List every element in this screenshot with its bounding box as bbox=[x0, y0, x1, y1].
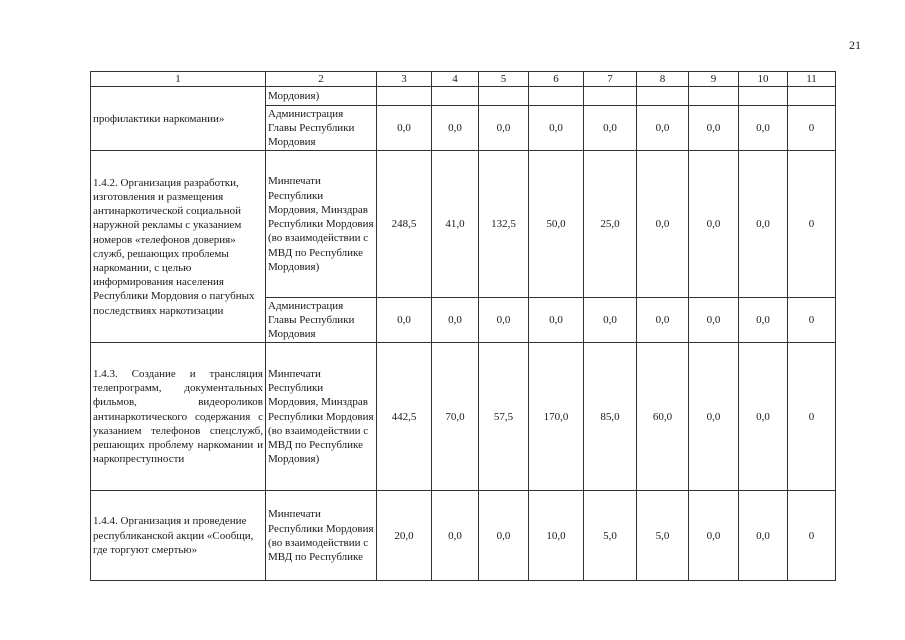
value-cell: 0,0 bbox=[637, 151, 689, 298]
value-cell: 20,0 bbox=[377, 491, 432, 581]
value-cell: 0 bbox=[788, 106, 836, 151]
header-row bbox=[91, 72, 836, 87]
value-cell bbox=[432, 87, 479, 106]
value-cell: 0,0 bbox=[479, 106, 529, 151]
value-cell: 0,0 bbox=[479, 491, 529, 581]
value-cell: 0,0 bbox=[377, 106, 432, 151]
value-cell bbox=[529, 87, 584, 106]
value-cell: 0,0 bbox=[584, 106, 637, 151]
value-cell: 60,0 bbox=[637, 343, 689, 491]
value-cell: 442,5 bbox=[377, 343, 432, 491]
value-cell: 0,0 bbox=[529, 298, 584, 343]
activity-cell bbox=[91, 87, 266, 151]
header-cell: 8 bbox=[637, 72, 689, 87]
value-cell: 0,0 bbox=[432, 491, 479, 581]
value-cell: 0,0 bbox=[689, 106, 739, 151]
executor-cell: Минпечати Республики Мордовия, Минздрав Республики Мордовия (во взаимодействии с МВД по Республике Мордовия) bbox=[266, 343, 377, 491]
value-cell bbox=[377, 87, 432, 106]
value-cell: 0,0 bbox=[739, 491, 788, 581]
funding-table bbox=[90, 71, 836, 581]
activity-cell: 1.4.4. Организация и проведение республиканской акции «Сообщи, где торгуют смертью» bbox=[91, 491, 266, 581]
value-cell: 0 bbox=[788, 343, 836, 491]
value-cell: 0,0 bbox=[432, 106, 479, 151]
value-cell: 132,5 bbox=[479, 151, 529, 298]
header-cell: 2 bbox=[266, 72, 377, 87]
value-cell: 0,0 bbox=[689, 491, 739, 581]
value-cell bbox=[788, 87, 836, 106]
value-cell: 85,0 bbox=[584, 343, 637, 491]
value-cell: 0,0 bbox=[637, 106, 689, 151]
value-cell: 0,0 bbox=[739, 343, 788, 491]
value-cell: 0,0 bbox=[432, 298, 479, 343]
value-cell: 170,0 bbox=[529, 343, 584, 491]
value-cell: 0,0 bbox=[637, 298, 689, 343]
value-cell bbox=[479, 87, 529, 106]
executor-cell: Минпечати Республики Мордовия (во взаимодействии с МВД по Республике bbox=[266, 491, 377, 581]
header-cell: 5 bbox=[479, 72, 529, 87]
value-cell: 0,0 bbox=[584, 298, 637, 343]
value-cell bbox=[584, 87, 637, 106]
value-cell: 0,0 bbox=[377, 298, 432, 343]
value-cell: 0 bbox=[788, 298, 836, 343]
activity-cell: 1.4.3. Создание и трансляция телепрограмм, документальных фильмов, видеороликов антинаркотического содержания с указанием телефонов спецслужб, решающих проблему наркомании и наркопреступности bbox=[91, 343, 266, 491]
header-cell: 10 bbox=[739, 72, 788, 87]
page-number: 21 bbox=[849, 38, 861, 52]
executor-cell: Администрация Главы Республики Мордовия bbox=[266, 298, 377, 343]
activity-text: 1.4.2. Организация разработки, изготовления и размещения антинаркотической социальной наружной рекламы с указанием номеров «телефонов доверия» служб, решающих проблемы наркомании, с целью информирования населения Республики Мордовия о пагубных последствиях наркотизации bbox=[93, 176, 255, 317]
value-cell: 0,0 bbox=[739, 106, 788, 151]
value-cell: 0 bbox=[788, 491, 836, 581]
value-cell: 0,0 bbox=[529, 106, 584, 151]
value-cell: 10,0 bbox=[529, 491, 584, 581]
value-cell: 57,5 bbox=[479, 343, 529, 491]
header-cell: 3 bbox=[377, 72, 432, 87]
value-cell: 0,0 bbox=[689, 298, 739, 343]
value-cell: 41,0 bbox=[432, 151, 479, 298]
table-row bbox=[91, 87, 836, 106]
value-cell: 248,5 bbox=[377, 151, 432, 298]
value-cell: 70,0 bbox=[432, 343, 479, 491]
executor-cell: Минпечати Республики Мордовия, Минздрав Республики Мордовия (во взаимодействии с МВД по Республике Мордовия) bbox=[266, 151, 377, 298]
value-cell: 50,0 bbox=[529, 151, 584, 298]
executor-cell: Мордовия) bbox=[266, 87, 377, 106]
value-cell: 0,0 bbox=[739, 151, 788, 298]
value-cell bbox=[689, 87, 739, 106]
activity-cell bbox=[91, 151, 266, 343]
value-cell: 5,0 bbox=[637, 491, 689, 581]
value-cell: 5,0 bbox=[584, 491, 637, 581]
header-cell: 7 bbox=[584, 72, 637, 87]
header-cell: 11 bbox=[788, 72, 836, 87]
header-cell: 1 bbox=[91, 72, 266, 87]
value-cell: 0,0 bbox=[689, 151, 739, 298]
activity-text: профилактики наркомании» bbox=[93, 112, 225, 125]
header-cell: 4 bbox=[432, 72, 479, 87]
table-row bbox=[91, 491, 836, 581]
value-cell: 25,0 bbox=[584, 151, 637, 298]
table-row bbox=[91, 343, 836, 491]
value-cell: 0 bbox=[788, 151, 836, 298]
table-row bbox=[91, 151, 836, 298]
header-cell: 9 bbox=[689, 72, 739, 87]
header-cell: 6 bbox=[529, 72, 584, 87]
value-cell bbox=[739, 87, 788, 106]
value-cell: 0,0 bbox=[479, 298, 529, 343]
value-cell: 0,0 bbox=[689, 343, 739, 491]
value-cell: 0,0 bbox=[739, 298, 788, 343]
value-cell bbox=[637, 87, 689, 106]
executor-cell: Администрация Главы Республики Мордовия bbox=[266, 106, 377, 151]
